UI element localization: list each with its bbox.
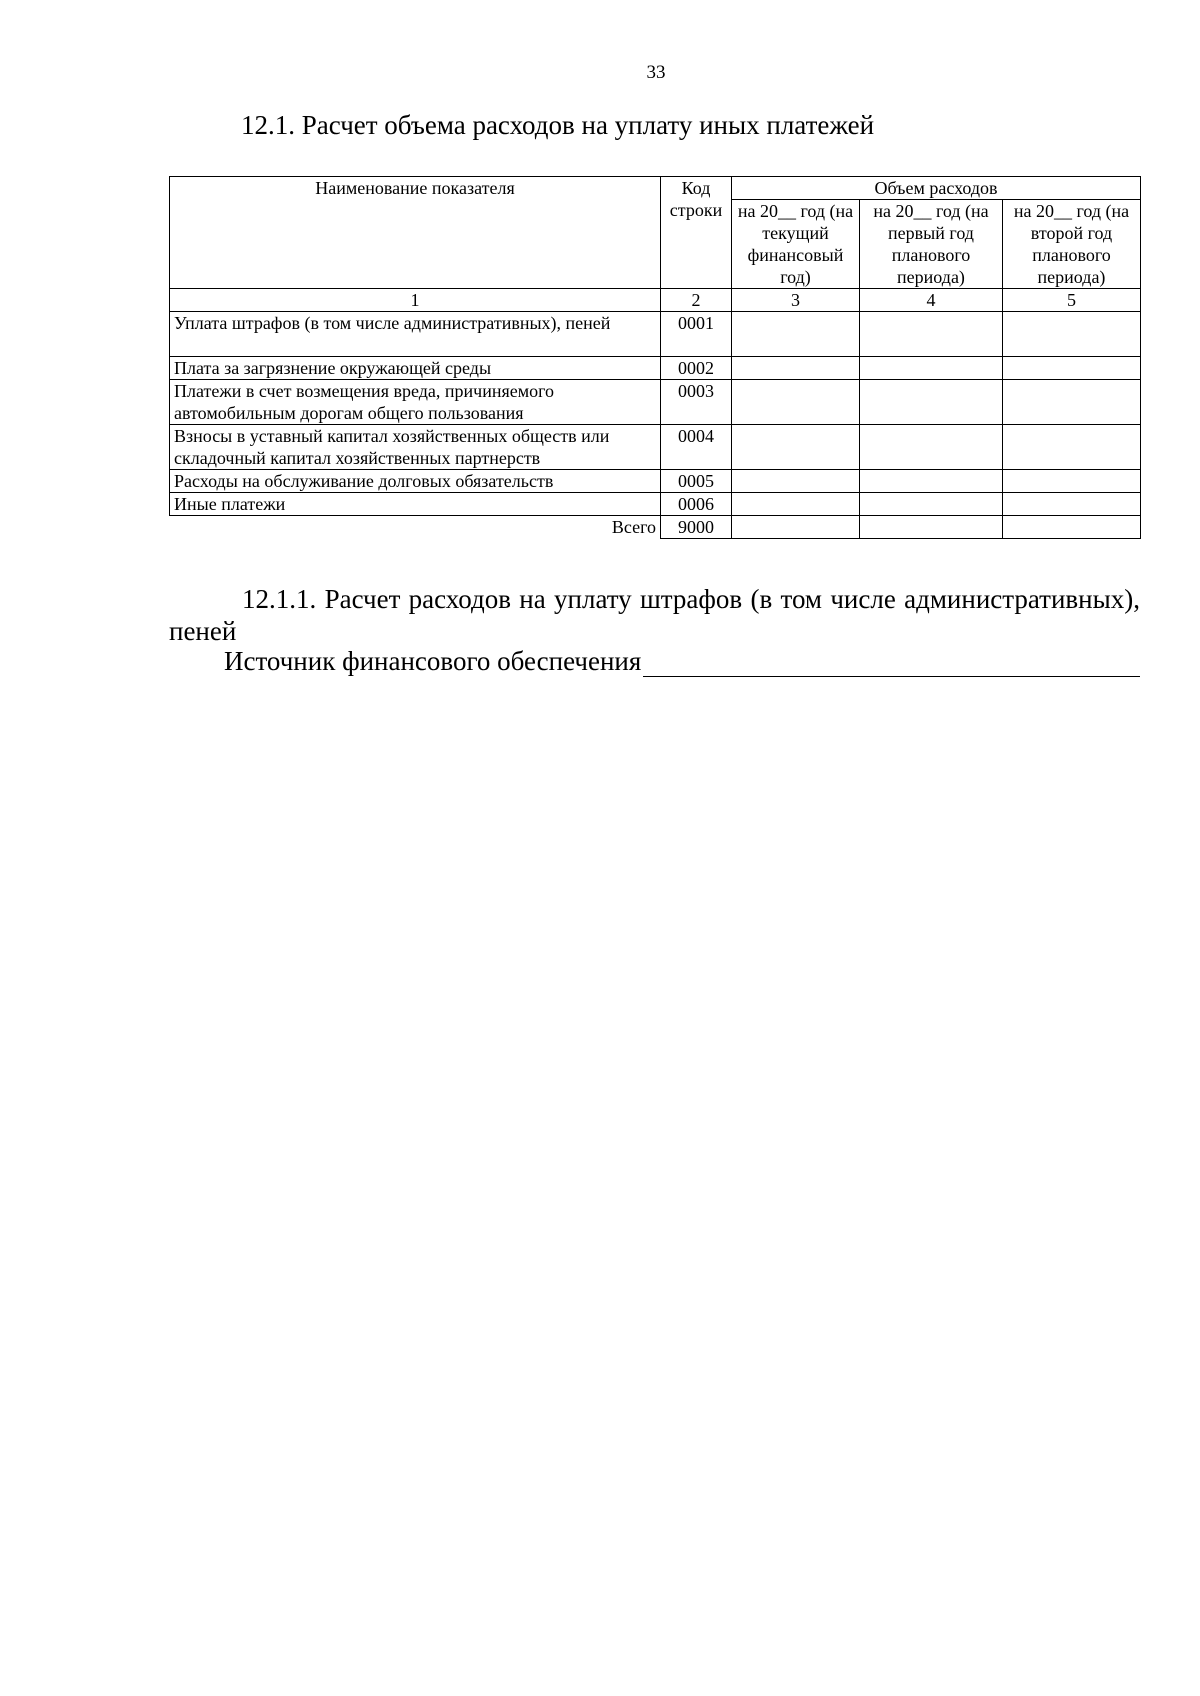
value-cell[interactable] (1003, 425, 1141, 470)
row-code: 0002 (661, 357, 732, 380)
header-year-current: на 20__ год (на текущий финансовый год) (732, 200, 860, 289)
table-row (170, 425, 1141, 470)
total-row (170, 516, 1141, 539)
table-header-row-1 (170, 177, 1141, 200)
value-cell[interactable] (860, 425, 1003, 470)
column-number: 4 (860, 289, 1003, 312)
row-name: Платежи в счет возмещения вреда, причиняемого автомобильным дорогам общего пользования (170, 380, 661, 425)
table-row (170, 312, 1141, 357)
header-name: Наименование показателя (170, 177, 661, 289)
row-name: Расходы на обслуживание долговых обязательств (170, 470, 661, 493)
row-code: 0006 (661, 493, 732, 516)
table-row (170, 493, 1141, 516)
expenses-table (169, 176, 1141, 539)
column-number: 2 (661, 289, 732, 312)
column-numbers-row (170, 289, 1141, 312)
subsection-title (169, 583, 1140, 647)
row-code: 0003 (661, 380, 732, 425)
value-cell[interactable] (1003, 470, 1141, 493)
value-cell[interactable] (732, 470, 860, 493)
value-cell[interactable] (860, 470, 1003, 493)
row-code: 0005 (661, 470, 732, 493)
total-code: 9000 (661, 516, 732, 539)
value-cell[interactable] (860, 493, 1003, 516)
row-name: Иные платежи (170, 493, 661, 516)
subsection-title-line1: 12.1.1. Расчет расходов на уплату штрафов (в том числе административных), (242, 584, 1140, 614)
table-row (170, 357, 1141, 380)
header-code-line1: Код (681, 178, 711, 198)
value-cell[interactable] (732, 493, 860, 516)
header-year-first-plan: на 20__ год (на первый год планового периода) (860, 200, 1003, 289)
value-cell[interactable] (732, 425, 860, 470)
value-cell[interactable] (732, 312, 860, 357)
total-value-cell[interactable] (732, 516, 860, 539)
header-code-line2: строки (669, 200, 723, 220)
row-code: 0004 (661, 425, 732, 470)
value-cell[interactable] (1003, 357, 1141, 380)
row-name: Плата за загрязнение окружающей среды (170, 357, 661, 380)
page-number: 33 (646, 62, 666, 83)
table-row (170, 380, 1141, 425)
column-number: 3 (732, 289, 860, 312)
row-code: 0001 (661, 312, 732, 357)
total-label: Всего (170, 516, 661, 539)
total-value-cell[interactable] (1003, 516, 1141, 539)
value-cell[interactable] (860, 380, 1003, 425)
total-value-cell[interactable] (860, 516, 1003, 539)
header-code (661, 177, 732, 289)
table-row (170, 470, 1141, 493)
column-number: 5 (1003, 289, 1141, 312)
value-cell[interactable] (1003, 493, 1141, 516)
value-cell[interactable] (732, 380, 860, 425)
funding-source-line (224, 646, 1140, 677)
value-cell[interactable] (1003, 380, 1141, 425)
value-cell[interactable] (860, 357, 1003, 380)
row-name: Взносы в уставный капитал хозяйственных обществ или складочный капитал хозяйственных партнерств (170, 425, 661, 470)
value-cell[interactable] (1003, 312, 1141, 357)
value-cell[interactable] (860, 312, 1003, 357)
funding-source-blank[interactable] (643, 648, 1140, 677)
row-name: Уплата штрафов (в том числе административных), пеней (170, 312, 661, 357)
value-cell[interactable] (732, 357, 860, 380)
section-title: 12.1. Расчет объема расходов на уплату иных платежей (241, 110, 875, 140)
header-volume: Объем расходов (732, 177, 1141, 200)
header-year-second-plan: на 20__ год (на второй год планового периода) (1003, 200, 1141, 289)
subsection-title-line2: пеней (169, 616, 237, 646)
column-number: 1 (170, 289, 661, 312)
funding-source-label: Источник финансового обеспечения (224, 646, 642, 676)
